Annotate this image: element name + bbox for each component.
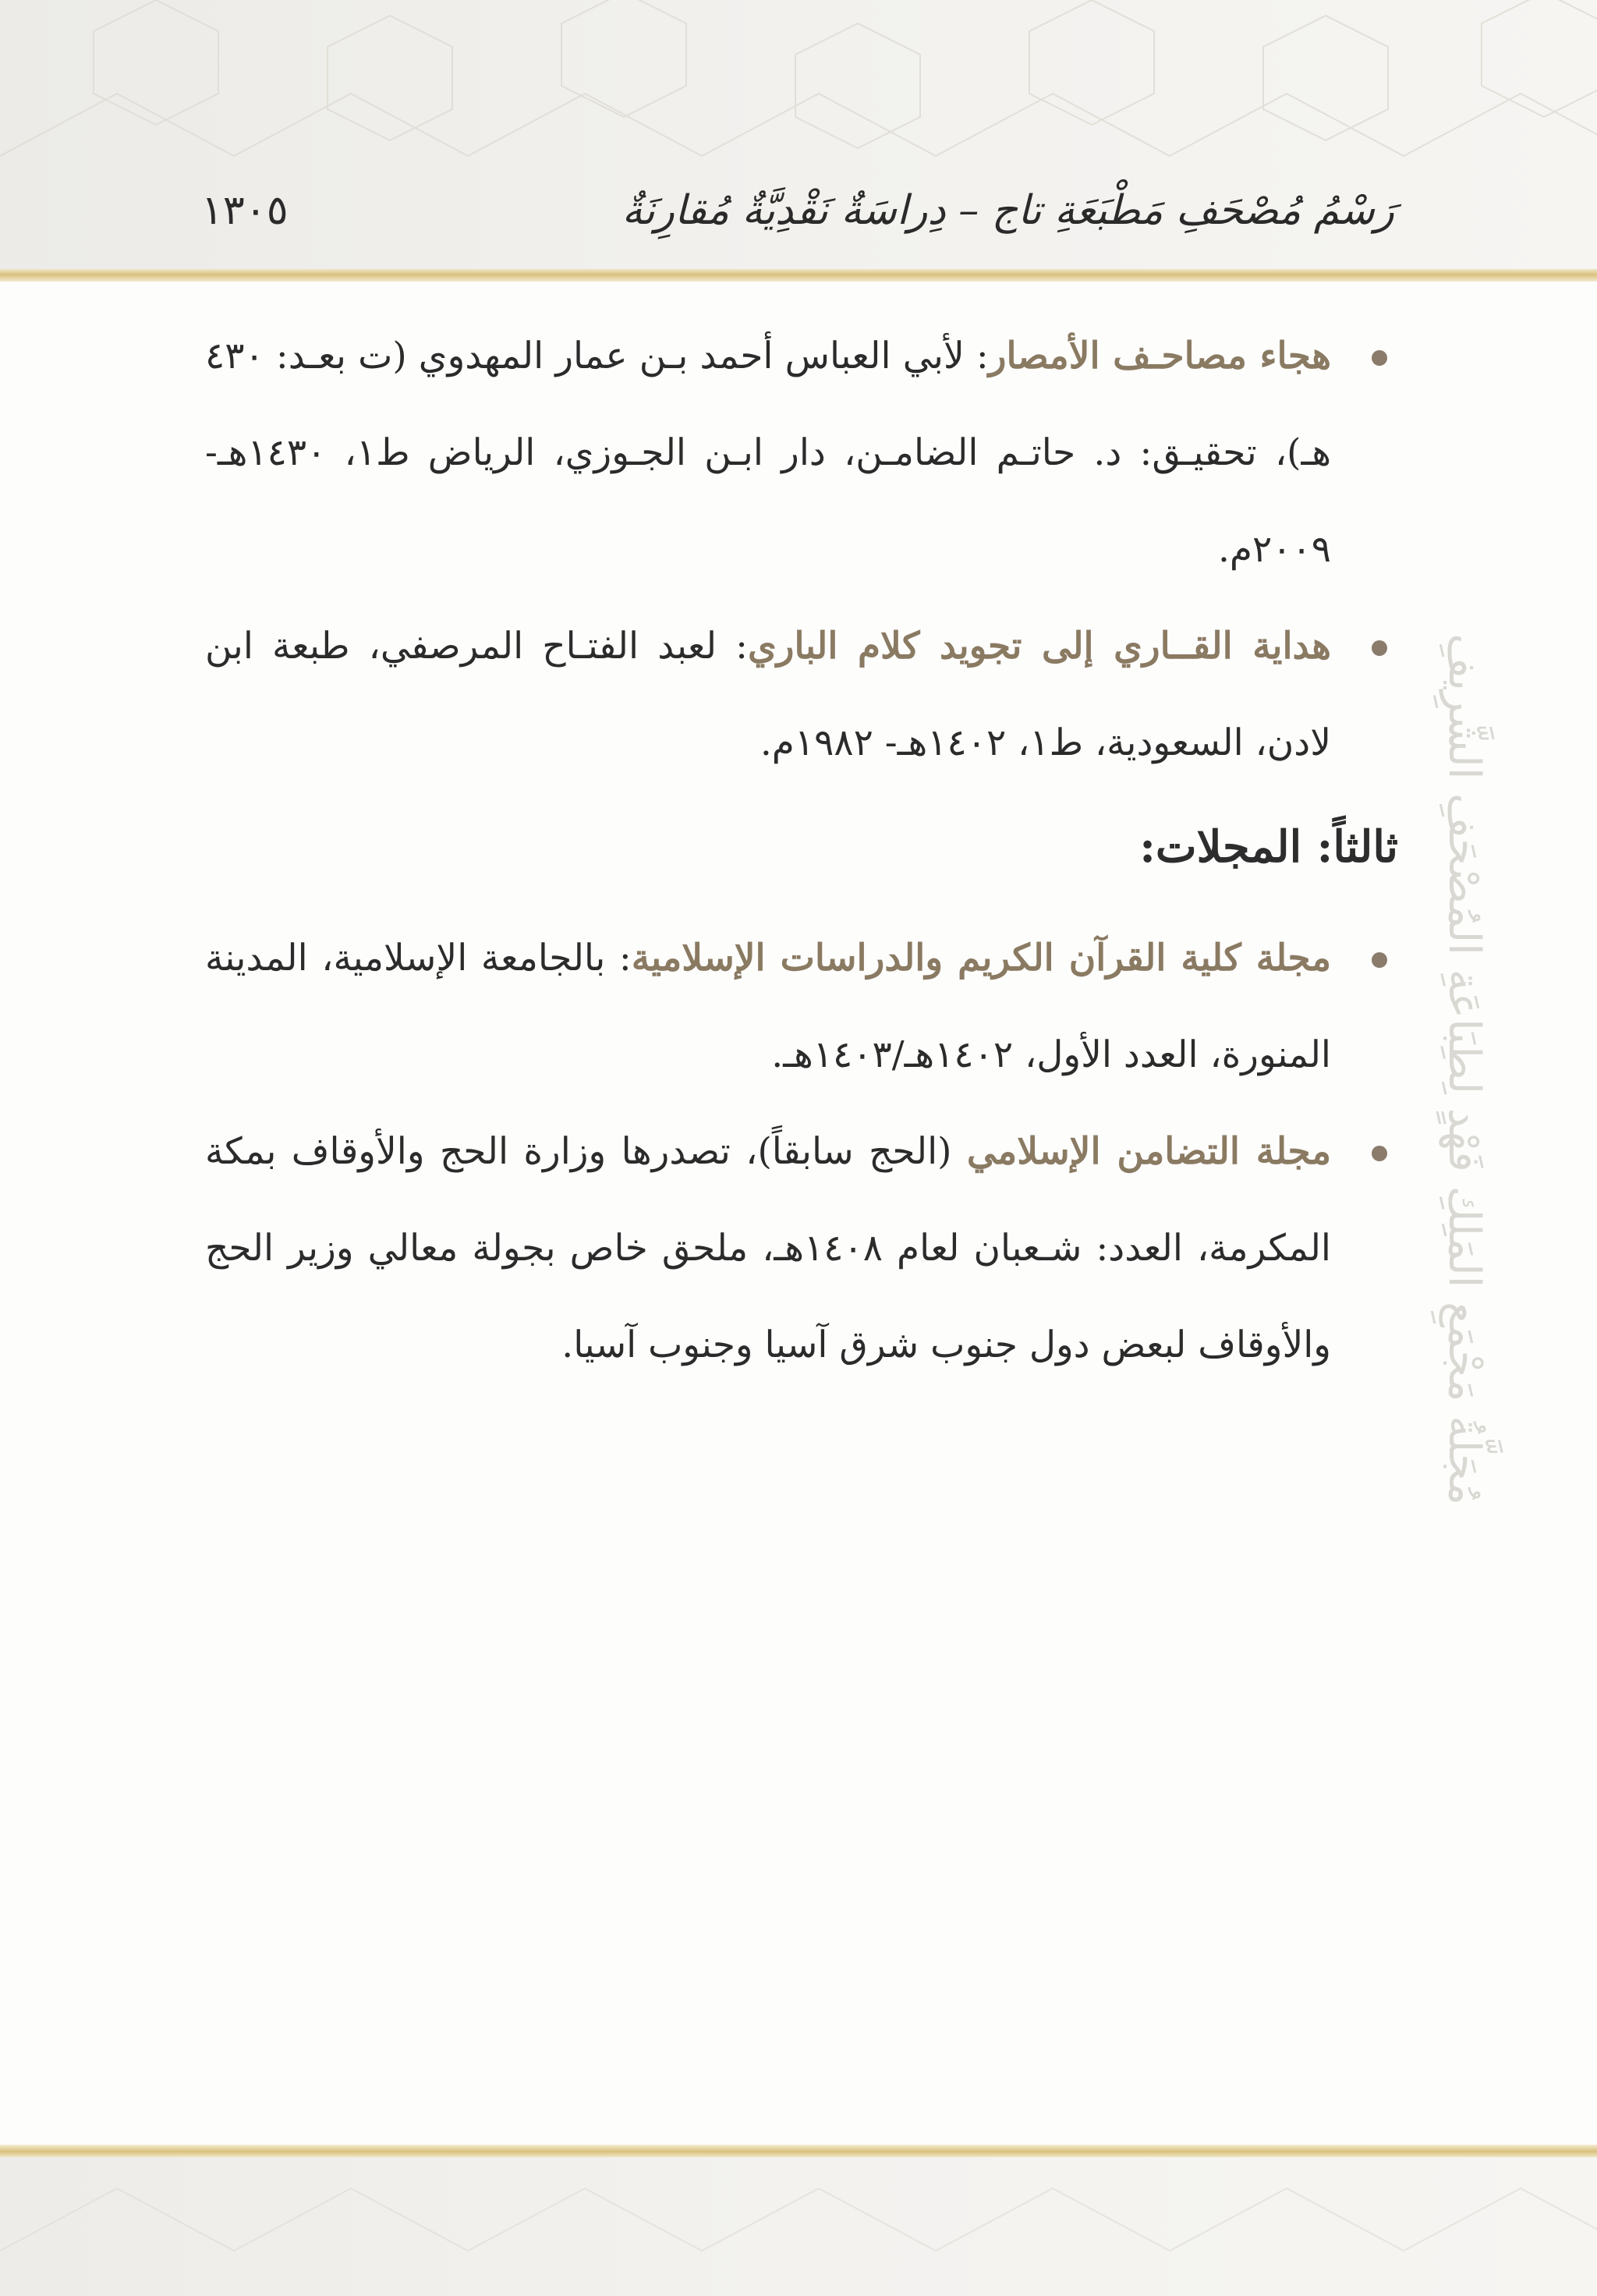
bibliography-entry [205,1104,1398,1394]
page-number: ١٣٠٥ [201,187,289,234]
header-gold-rule [0,269,1597,282]
entry-title: مجلة كلية القرآن الكريم والدراسات الإسلامية [631,937,1332,980]
section-heading: ثالثاً: المجلات: [1139,821,1398,873]
main-content [205,308,1398,1394]
footer-gold-rule [0,2145,1597,2157]
bibliography-entry [205,598,1398,792]
entry-title: هجاء مصاحـف الأمصار [988,335,1331,377]
entry-details: (الحج سابقاً)، تصدرها وزارة الحج والأوقاف بمكة المكرمة، العدد: شـعبان لعام ١٤٠٨هـ، ملحق خاص بجولة معالي وزير الحج والأوقاف لبعض دول جنوب شرق آسيا وجنوب آسيا. [205,1130,1331,1366]
bullet-icon [1372,952,1387,968]
geometric-pattern-decoration [0,2157,1597,2296]
entry-title: مجلة التضامن الإسلامي [966,1130,1331,1173]
running-title: رَسْمُ مُصْحَفِ مَطْبَعَةِ تاج – دِراسَةٌ نَقْدِيَّةٌ مُقارِنَةٌ [621,187,1394,234]
bibliography-entry [205,910,1398,1104]
entry-details: : لأبي العباس أحمد بـن عمار المهدوي (ت بعـد: ٤٣٠ هـ)، تحقيـق: د. حاتـم الضامـن، دار ابـن الجـوزي، الرياض ط١، ١٤٣٠هـ- ٢٠٠٩م. [205,335,1332,571]
entry-details: : لعبد الفتـاح المرصفي، طبعة ابن لادن، السعودية، ط١، ١٤٠٢هـ- ١٩٨٢م. [205,625,1331,764]
entry-title: هداية القــاري إلى تجويد كلام الباري [748,625,1331,668]
bullet-icon [1372,350,1387,366]
side-journal-title: مُجَلَّةُ مَجْمَعِ المَلِكِ فَهْدٍ لِطِبَاعَةِ المُصْحَفِ الشَّرِيفِ [1439,633,1489,1505]
bullet-icon [1372,1146,1387,1161]
bullet-icon [1372,640,1387,656]
entry-details: : بالجامعة الإسلامية، المدينة المنورة، العدد الأول، ١٤٠٢هـ/١٤٠٣هـ. [205,937,1331,1076]
footer-background [0,2157,1597,2296]
bibliography-entry [205,308,1398,598]
